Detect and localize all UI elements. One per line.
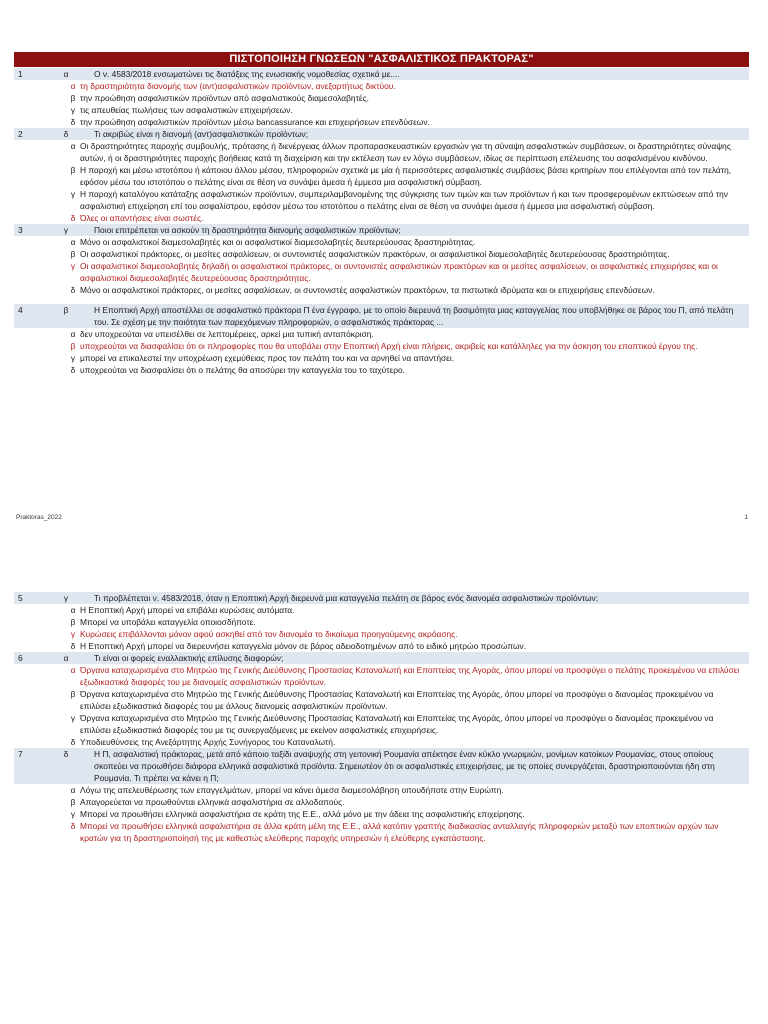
answer-option <box>14 328 749 340</box>
answer-option <box>14 188 749 212</box>
option-letter: δ <box>70 365 76 375</box>
answer-option <box>14 92 749 104</box>
option-letter: β <box>70 249 76 259</box>
question-number: 1 <box>18 69 23 79</box>
answer-option <box>14 352 749 364</box>
answer-option <box>14 688 749 712</box>
answer-option <box>14 248 749 260</box>
option-letter: β <box>70 93 76 103</box>
correct-answer-letter: γ <box>63 225 69 235</box>
question-number: 2 <box>18 129 23 139</box>
answer-option <box>14 628 749 640</box>
answer-option <box>14 104 749 116</box>
footer-filename: Praktoras_2022 <box>16 514 62 521</box>
question-row <box>14 304 749 328</box>
correct-answer-letter: α <box>63 653 69 663</box>
option-letter: γ <box>70 713 76 723</box>
question-text: Τι είναι οι φορείς εναλλακτικής επίλυσης διαφορών; <box>94 653 284 663</box>
option-text: Απαγορεύεται να προωθούνται ελληνικά ασφαλιστήρια σε αλλοδαπούς. <box>80 797 345 807</box>
option-text: υποχρεούται να διασφαλίσει ότι οι πληροφορίες που θα υποβάλει στην Εποπτική Αρχή είναι πλήρεις, ακριβείς και κατάλληλες για την άσκηση του εποπτικού έργου της. <box>80 341 698 351</box>
question-number: 4 <box>18 305 23 315</box>
question-row <box>14 748 749 784</box>
option-text: Όργανα καταχωρισμένα στο Μητρώο της Γενικής Διεύθυνσης Προστασίας Καταναλωτή και Εποπτείας της Αγοράς, όπου μπορεί να προσφύγει ο πελάτης προκειμένου να επιλύσει εξωδικαστικά διαφορές του με διανομείς ασφαλιστικών προϊόντων. <box>80 665 740 687</box>
option-text: Η παροχή καταλόγου κατάταξης ασφαλιστικών προϊόντων, συμπεριλαμβανομένης της σύγκρισης των τιμών και των προϊόντων ή και των προσφερομένων εκπτώσεων από την ασφαλιστική επιχείρηση επί του ασφαλίστρου, εφόσον μέσω του ιστοτόπου ο πελάτης είναι σε θέση να συνάψει άμεσα ή έμμεσα μια ασφαλιστική σύμβαση. <box>80 189 728 211</box>
option-letter: γ <box>70 105 76 115</box>
option-text: Μπορεί να προωθήσει ελληνικά ασφαλιστήρια σε άλλα κράτη μέλη της Ε.Ε., αλλά κατόπιν γραπτής διαδικασίας ανταλλαγής πληροφοριών μεταξύ των εποπτικών αρχών των κρατών για τη δραστηριοποίησή της με καθεστώς ελεύθερης παροχής υπηρεσιών ή ελεύθερης εγκατάστασης. <box>80 821 719 843</box>
question-text: Τι ακριβώς είναι η διανομή (αντ)ασφαλιστικών προϊόντων; <box>94 129 309 139</box>
option-letter: δ <box>70 213 76 223</box>
option-letter: γ <box>70 353 76 363</box>
question-text: Η Π, ασφαλιστική πράκτορας, μετά από κάποιο ταξίδι αναψυχής στη γειτονική Ρουμανία απέκτησε έναν κύκλο γνωριμιών, μονίμων κατοίκων Ρουμανίας, στους οποίους σκοπεύει να προωθήσει διάφορα ελληνικά ασφαλιστικά προϊόντα. Σημειωτέον ότι οι ασφαλιστικές επιχειρήσεις, με τις οποίες συνεργάζεται, δραστηριοποιούνται ήδη στη Ρουμανία. Τι πρέπει να κάνει η Π; <box>94 749 715 783</box>
answer-option <box>14 340 749 352</box>
option-letter: γ <box>70 189 76 199</box>
option-text: Η παροχή και μέσω ιστοτόπου ή κάποιου άλλου μέσου, πληροφοριών σχετικά με μία ή περισσότερες ασφαλιστικές συμβάσεις βάσει κριτηρίων που επιλέγονται από τον πελάτη, εφόσον μέσω του ιστοτόπου ο πελάτης είναι σε θέση να συνάψει άμεσα ή έμμεσα μια ασφαλιστική σύμβαση. <box>80 165 732 187</box>
option-letter: β <box>70 797 76 807</box>
answer-option <box>14 284 749 296</box>
option-text: Όργανα καταχωρισμένα στο Μητρώο της Γενικής Διεύθυνσης Προστασίας Καταναλωτή και Εποπτείας της Αγοράς, όπου μπορεί να προσφύγει ο διανομέας προκειμένου να επιλύσει εξωδικαστικά διαφορές του με τις συνεργαζόμενες με εκείνον ασφαλιστικές επιχειρήσεις. <box>80 713 714 735</box>
question-text: Ποιοι επιτρέπεται να ασκούν τη δραστηριότητα διανομής ασφαλιστικών προϊόντων; <box>94 225 401 235</box>
option-text: Μπορεί να προωθήσει ελληνικά ασφαλιστήρια σε κράτη της Ε.Ε., αλλά μόνο με την άδεια της ασφαλιστικής επιχείρησης. <box>80 809 525 819</box>
answer-option <box>14 212 749 224</box>
answer-option <box>14 260 749 284</box>
question-number: 5 <box>18 593 23 603</box>
option-letter: δ <box>70 737 76 747</box>
option-text: Λόγω της απελευθέρωσης των επαγγελμάτων, μπορεί να κάνει άμεσα διαμεσολάβηση οπουδήποτε στην Ευρώπη. <box>80 785 504 795</box>
option-letter: α <box>70 237 76 247</box>
option-text: την προώθηση ασφαλιστικών προϊόντων από ασφαλιστικούς διαμεσολαβητές. <box>80 93 369 103</box>
option-text: δεν υποχρεούται να υπεισέλθει σε λεπτομέρειες, αρκεί μια τυπική ανταπόκριση. <box>80 329 374 339</box>
page-title: ΠΙΣΤΟΠΟΙΗΣΗ ΓΝΩΣΕΩΝ "ΑΣΦΑΛΙΣΤΙΚΟΣ ΠΡΑΚΤΟΡΑΣ" <box>14 52 749 67</box>
correct-answer-letter: α <box>63 69 69 79</box>
footer-page-number: 1 <box>744 514 748 521</box>
option-text: Υποδιευθύνσεις της Ανεξάρτητης Αρχής Συνήγορος του Καταναλωτή. <box>80 737 336 747</box>
option-text: τη δραστηριότητα διανομής των (αντ)ασφαλιστικών προϊόντων, ανεξαρτήτως δικτύου. <box>80 81 396 91</box>
question-text: Τι προβλέπεται ν. 4583/2018, όταν η Εποπτική Αρχή διερευνά μια καταγγελία πελάτη σε βάρος ενός διανομέα ασφαλιστικών προϊόντων; <box>94 593 599 603</box>
option-letter: δ <box>70 821 76 831</box>
option-letter: α <box>70 81 76 91</box>
option-text: Κυρώσεις επιβάλλονται μόνον αφού ασκηθεί από τον διανομέα το δικαίωμα προηγούμενης ακρόασης. <box>80 629 458 639</box>
option-text: τις απευθείας πωλήσεις των ασφαλιστικών επιχειρήσεων. <box>80 105 293 115</box>
correct-answer-letter: β <box>63 305 69 315</box>
answer-option <box>14 364 749 376</box>
answer-option <box>14 784 749 796</box>
question-row <box>14 68 749 80</box>
option-letter: δ <box>70 641 76 651</box>
option-text: μπορεί να επικαλεστεί την υποχρέωση εχεμύθειας προς τον πελάτη του και να αρνηθεί να απαντήσει. <box>80 353 455 363</box>
option-text: Οι δραστηριότητες παροχής συμβουλής, πρότασης ή διενέργειας άλλων προπαρασκευαστικών εργασιών για τη σύναψη ασφαλιστικών συμβάσεων, οι δραστηριότητες σύναψης αυτών, ή οι δραστηριότητες παροχής βοήθειας κατά τη διαχείριση και την εκτέλεση των εν λόγω συμβάσεων, ιδίως σε περίπτωση επέλευσης του ασφαλισμένου κινδύνου. <box>80 141 731 163</box>
answer-option <box>14 140 749 164</box>
option-letter: δ <box>70 117 76 127</box>
question-row <box>14 224 749 236</box>
question-text: Η Εποπτική Αρχή αποστέλλει σε ασφαλιστικό πράκτορα Π ένα έγγραφο, με το οποίο διερευνά τη βασιμότητα μιας καταγγελίας που υποβλήθηκε σε βάρος του Π, από πελάτη του. Σε σχέση με την ποιότητα των παρεχόμενων πληροφοριών, ο ασφαλιστικός πράκτορας ... <box>94 305 734 327</box>
option-letter: α <box>70 605 76 615</box>
answer-option <box>14 808 749 820</box>
option-letter: β <box>70 689 76 699</box>
question-row <box>14 592 749 604</box>
option-text: Οι ασφαλιστικοί διαμεσολαβητές δηλαδή οι ασφαλιστικοί πράκτορες, οι συντονιστές ασφαλιστικών πρακτόρων και οι μεσίτες ασφαλίσεων, οι ασφαλιστικές επιχειρήσεις και οι ασφαλιστικοί διαμεσολαβητές δευτερεύουσας δραστηριότητας. <box>80 261 718 283</box>
option-letter: α <box>70 329 76 339</box>
correct-answer-letter: δ <box>63 129 69 139</box>
option-text: Όλες οι απαντήσεις είναι σωστές. <box>80 213 204 223</box>
option-letter: β <box>70 165 76 175</box>
answer-option <box>14 236 749 248</box>
answer-option <box>14 116 749 128</box>
option-letter: β <box>70 617 76 627</box>
question-number: 7 <box>18 749 23 759</box>
option-text: Μπορεί να υποβάλει καταγγελία οποιοσδήποτε. <box>80 617 256 627</box>
question-list-page-2 <box>14 592 749 844</box>
answer-option <box>14 80 749 92</box>
question-list-page-1 <box>14 68 749 376</box>
answer-option <box>14 712 749 736</box>
option-text: Η Εποπτική Αρχή μπορεί να επιβάλει κυρώσεις αυτόματα. <box>80 605 295 615</box>
question-text: Ο ν. 4583/2018 ενσωματώνει τις διατάξεις της ενωσιακής νομοθεσίας σχετικά με.... <box>94 69 400 79</box>
answer-option <box>14 736 749 748</box>
option-letter: γ <box>70 629 76 639</box>
option-text: την προώθηση ασφαλιστικών προϊόντων μέσω bancassurance και επιχειρήσεων επενδύσεων. <box>80 117 430 127</box>
question-row <box>14 128 749 140</box>
option-text: Όργανα καταχωρισμένα στο Μητρώο της Γενικής Διεύθυνσης Προστασίας Καταναλωτή και Εποπτείας της Αγοράς, όπου μπορεί να προσφύγει ο διανομέας προκειμένου να επιλύσει εξωδικαστικά διαφορές του με άλλους διανομείς ασφαλιστικών προϊόντων. <box>80 689 714 711</box>
option-letter: β <box>70 341 76 351</box>
question-row <box>14 652 749 664</box>
answer-option <box>14 640 749 652</box>
question-number: 6 <box>18 653 23 663</box>
answer-option <box>14 604 749 616</box>
correct-answer-letter: γ <box>63 593 69 603</box>
option-letter: γ <box>70 809 76 819</box>
answer-option <box>14 164 749 188</box>
option-letter: γ <box>70 261 76 271</box>
option-letter: α <box>70 141 76 151</box>
answer-option <box>14 796 749 808</box>
option-text: υποχρεούται να διασφαλίσει ότι ο πελάτης θα αποσύρει την καταγγελία του το ταχύτερο. <box>80 365 405 375</box>
question-number: 3 <box>18 225 23 235</box>
answer-option <box>14 616 749 628</box>
option-letter: α <box>70 665 76 675</box>
option-text: Η Εποπτική Αρχή μπορεί να διερευνήσει καταγγελία μόνον σε βάρος αδειοδοτημένων από το ειδικό μητρώο προσώπων. <box>80 641 527 651</box>
option-letter: δ <box>70 285 76 295</box>
option-text: Οι ασφαλιστικοί πράκτορες, οι μεσίτες ασφαλίσεων, οι συντονιστές ασφαλιστικών πρακτόρων, οι ασφαλιστικοί διαμεσολαβητές δευτερεύουσας δραστηριότητας. <box>80 249 670 259</box>
option-text: Μόνο οι ασφαλιστικοί πράκτορες, οι μεσίτες ασφαλίσεων, οι συντονιστές ασφαλιστικών πρακτόρων, τα πιστωτικά ιδρύματα και οι επιχειρήσεις επενδύσεων. <box>80 285 655 295</box>
answer-option <box>14 820 749 844</box>
correct-answer-letter: δ <box>63 749 69 759</box>
option-letter: α <box>70 785 76 795</box>
answer-option <box>14 664 749 688</box>
option-text: Μόνο οι ασφαλιστικοί διαμεσολαβητές και οι ασφαλιστικοί διαμεσολαβητές δευτερεύουσας δραστηριότητας. <box>80 237 476 247</box>
